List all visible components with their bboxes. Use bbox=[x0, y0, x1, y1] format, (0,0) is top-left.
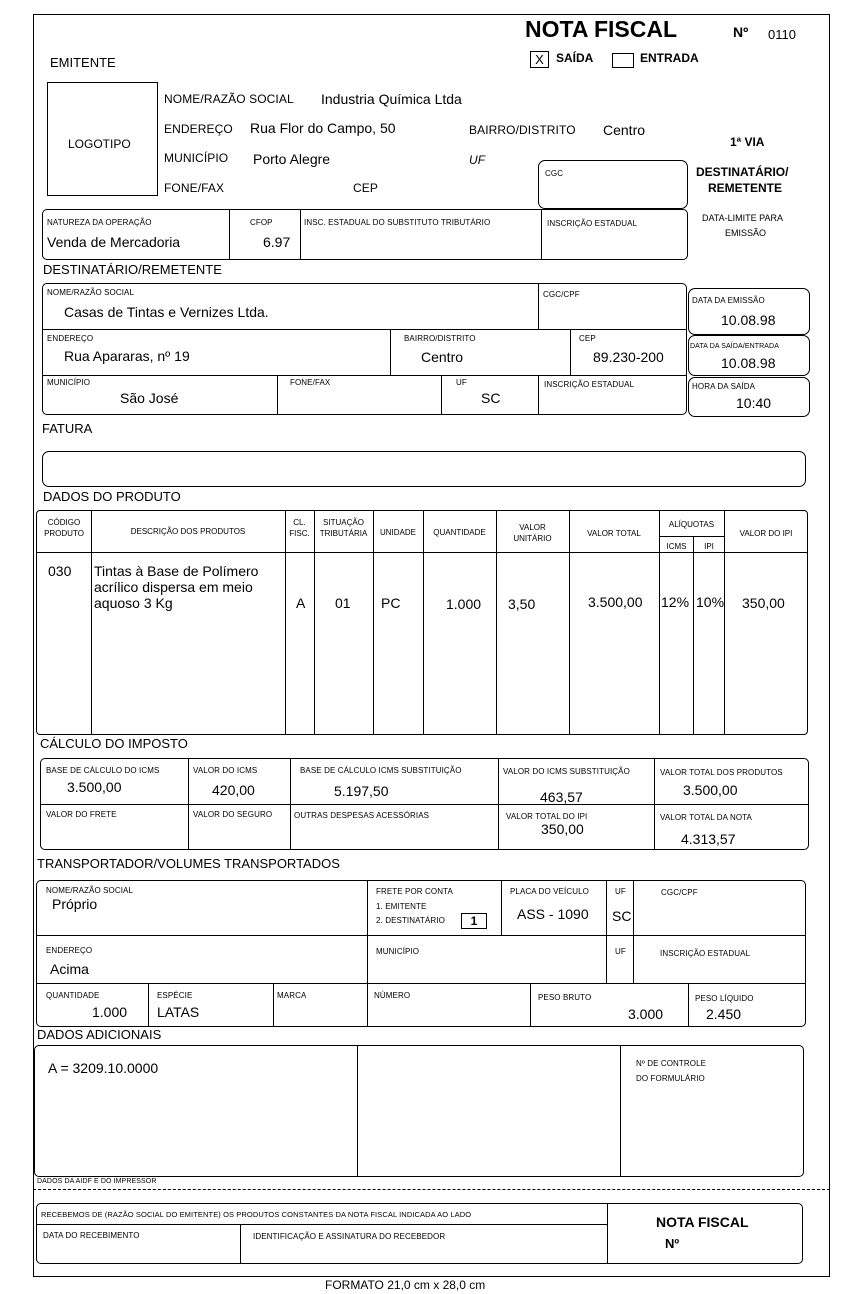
divider bbox=[36, 983, 806, 984]
frete-opt-1: 1. EMITENTE bbox=[376, 902, 427, 911]
divider bbox=[654, 758, 655, 850]
natureza-value: Venda de Mercadoria bbox=[47, 234, 181, 250]
emitente-bairro: Centro bbox=[603, 122, 646, 138]
cfop-value: 6.97 bbox=[263, 234, 291, 250]
imposto-section-label: CÁLCULO DO IMPOSTO bbox=[40, 736, 188, 751]
natureza-label: NATUREZA DA OPERAÇÃO bbox=[47, 218, 152, 227]
form-title: NOTA FISCAL bbox=[525, 16, 678, 42]
row-valor-ipi: 350,00 bbox=[742, 595, 785, 611]
emitente-endereco: Rua Flor do Campo, 50 bbox=[250, 120, 396, 136]
divider bbox=[91, 510, 92, 735]
divider bbox=[496, 510, 497, 735]
frete-opt-2: 2. DESTINATÁRIO bbox=[376, 916, 445, 925]
divider bbox=[42, 375, 687, 376]
fatura-box[interactable] bbox=[42, 451, 806, 487]
emitente-cgc-box[interactable] bbox=[538, 160, 688, 209]
divider bbox=[36, 1224, 607, 1225]
transp-nome: Próprio bbox=[52, 896, 98, 912]
divider bbox=[277, 375, 278, 415]
transp-nome-label: NOME/RAZÃO SOCIAL bbox=[46, 886, 134, 895]
col-valor-unitario: VALOR UNITÁRIO bbox=[513, 523, 552, 543]
divider bbox=[688, 983, 689, 1027]
col-valor-total: VALOR TOTAL bbox=[587, 529, 641, 538]
saida-checkbox[interactable]: X bbox=[530, 51, 549, 68]
divider bbox=[538, 375, 539, 415]
base-icms-label: BASE DE CÁLCULO DO ICMS bbox=[46, 766, 160, 775]
peso-liquido-label: PESO LÍQUIDO bbox=[695, 994, 754, 1003]
col-quantidade: QUANTIDADE bbox=[433, 528, 486, 537]
divider bbox=[530, 983, 531, 1027]
divider bbox=[693, 536, 694, 735]
divider bbox=[36, 935, 806, 936]
transp-uf-label: UF bbox=[615, 887, 626, 896]
valor-icms: 420,00 bbox=[212, 782, 255, 798]
col-situacao: SITUAÇÃO TRIBUTÁRIA bbox=[319, 518, 368, 538]
row-unidade: PC bbox=[381, 595, 401, 611]
col-aliquotas: ALÍQUOTAS bbox=[668, 520, 715, 529]
frete-value-box[interactable]: 1 bbox=[461, 913, 487, 929]
total-produtos-label: VALOR TOTAL DOS PRODUTOS bbox=[660, 768, 783, 777]
base-sub-label: BASE DE CÁLCULO ICMS SUBSTITUIÇÃO bbox=[300, 766, 462, 775]
produtos-section-label: DADOS DO PRODUTO bbox=[43, 489, 181, 504]
numero-label: NÚMERO bbox=[374, 991, 411, 1000]
col-icms: ICMS bbox=[666, 542, 687, 551]
total-produtos: 3.500,00 bbox=[683, 782, 738, 798]
data-saida-label: DATA DA SAÍDA/ENTRADA bbox=[690, 343, 779, 350]
emitente-section-label: EMITENTE bbox=[50, 55, 116, 70]
divider bbox=[373, 510, 374, 735]
adicionais-texto: A = 3209.10.0000 bbox=[48, 1060, 159, 1076]
quantidade: 1.000 bbox=[92, 1004, 128, 1020]
divider bbox=[390, 329, 391, 375]
dest-nome: Casas de Tintas e Vernizes Ltda. bbox=[64, 304, 269, 320]
placa: ASS - 1090 bbox=[517, 906, 589, 922]
divider bbox=[285, 510, 286, 735]
peso-bruto-label: PESO BRUTO bbox=[538, 993, 592, 1002]
divider bbox=[498, 758, 499, 850]
emitente-nome: Industria Química Ltda bbox=[321, 91, 462, 107]
total-nota: 4.313,57 bbox=[681, 831, 736, 847]
controle-1: Nº DE CONTROLE bbox=[636, 1059, 707, 1068]
impressor-label: DADOS DA AIDF E DO IMPRESSOR bbox=[37, 1178, 157, 1185]
row-codigo: 030 bbox=[48, 563, 72, 579]
data-emissao-label: DATA DA EMISSÃO bbox=[692, 296, 765, 305]
data-recebimento-label: DATA DO RECEBIMENTO bbox=[43, 1231, 140, 1240]
cfop-label: CFOP bbox=[250, 218, 273, 227]
dest-nome-label: NOME/RAZÃO SOCIAL bbox=[47, 288, 135, 297]
emitente-bairro-label: BAIRRO/DISTRITO bbox=[469, 123, 576, 137]
emitente-municipio-label: MUNICÍPIO bbox=[164, 151, 229, 165]
emitente-nome-label: NOME/RAZÃO SOCIAL bbox=[164, 92, 294, 106]
divider bbox=[423, 510, 424, 735]
divider bbox=[148, 983, 149, 1027]
divider bbox=[188, 758, 189, 850]
emitente-fone-label: FONE/FAX bbox=[164, 181, 225, 195]
destinatario-remetente-1: DESTINATÁRIO/ bbox=[696, 165, 789, 179]
divider bbox=[620, 1045, 621, 1177]
divider bbox=[314, 510, 315, 735]
col-valor-ipi: VALOR DO IPI bbox=[739, 529, 793, 538]
peso-liquido: 2.450 bbox=[706, 1006, 742, 1022]
data-limite-2: EMISSÃO bbox=[725, 228, 767, 238]
total-nota-label: VALOR TOTAL DA NOTA bbox=[660, 813, 752, 822]
form-number: 0110 bbox=[768, 27, 796, 42]
adicionais-section-label: DADOS ADICIONAIS bbox=[37, 1027, 162, 1042]
valor-icms-label: VALOR DO ICMS bbox=[193, 766, 258, 775]
fatura-section-label: FATURA bbox=[42, 421, 93, 436]
dest-uf: SC bbox=[481, 390, 501, 406]
outras-label: OUTRAS DESPESAS ACESSÓRIAS bbox=[294, 811, 430, 820]
divider bbox=[538, 283, 539, 329]
frete-label: VALOR DO FRETE bbox=[46, 810, 117, 819]
transp-uf2-label: UF bbox=[615, 947, 626, 956]
transp-endereco: Acima bbox=[50, 961, 89, 977]
col-unidade: UNIDADE bbox=[379, 528, 416, 537]
dest-fone-label: FONE/FAX bbox=[290, 378, 331, 387]
divider bbox=[40, 804, 809, 805]
row-valor-unitario: 3,50 bbox=[508, 596, 536, 612]
controle-2: DO FORMULÁRIO bbox=[636, 1074, 705, 1083]
divider bbox=[659, 536, 724, 537]
emitente-cep-label: CEP bbox=[353, 181, 378, 195]
row-icms: 12% bbox=[661, 594, 690, 610]
row-quantidade: 1.000 bbox=[446, 596, 482, 612]
transp-insc-label: INSCRIÇÃO ESTADUAL bbox=[660, 949, 751, 958]
divider bbox=[633, 880, 634, 983]
insc-substituto-label: INSC. ESTADUAL DO SUBSTITUTO TRIBUTÁRIO bbox=[304, 218, 491, 227]
emitente-endereco-label: ENDEREÇO bbox=[164, 122, 233, 136]
data-limite-1: DATA-LIMITE PARA bbox=[702, 213, 784, 223]
divider bbox=[501, 880, 502, 935]
dest-insc-label: INSCRIÇÃO ESTADUAL bbox=[544, 380, 635, 389]
divider bbox=[607, 1203, 608, 1264]
transp-endereco-label: ENDEREÇO bbox=[46, 946, 93, 955]
divider bbox=[367, 983, 368, 1027]
marca-label: MARCA bbox=[277, 991, 307, 1000]
divider bbox=[42, 329, 687, 330]
dest-cgc-label: CGC/CPF bbox=[543, 290, 580, 299]
divider bbox=[290, 758, 291, 850]
row-cl-fisc: A bbox=[296, 595, 306, 611]
hora-saida: 10:40 bbox=[736, 395, 772, 411]
divider bbox=[273, 983, 274, 1027]
data-emissao: 10.08.98 bbox=[721, 312, 776, 328]
saida-label: SAÍDA bbox=[556, 51, 594, 65]
dest-cep: 89.230-200 bbox=[593, 349, 664, 365]
dest-municipio: São José bbox=[120, 390, 179, 406]
dest-uf-label: UF bbox=[456, 378, 467, 387]
transportador-section-label: TRANSPORTADOR/VOLUMES TRANSPORTADOS bbox=[37, 856, 340, 871]
emitente-cgc-label: CGC bbox=[545, 169, 564, 178]
row-situacao: 01 bbox=[335, 595, 351, 611]
transp-municipio-label: MUNICÍPIO bbox=[376, 947, 420, 956]
divider bbox=[541, 209, 542, 260]
data-saida: 10.08.98 bbox=[721, 355, 776, 371]
formato-label: FORMATO 21,0 cm x 28,0 cm bbox=[325, 1278, 486, 1292]
divider bbox=[240, 1224, 241, 1264]
divider bbox=[606, 880, 607, 983]
col-codigo: CÓDIGO PRODUTO bbox=[44, 518, 84, 538]
seguro-label: VALOR DO SEGURO bbox=[193, 810, 273, 819]
base-icms: 3.500,00 bbox=[67, 779, 122, 795]
destinatario-section-label: DESTINATÁRIO/REMETENTE bbox=[43, 262, 222, 277]
frete-conta-label: FRETE POR CONTA bbox=[376, 887, 453, 896]
placa-label: PLACA DO VEÍCULO bbox=[510, 887, 589, 896]
valor-sub: 463,57 bbox=[540, 789, 583, 805]
dest-bairro-label: BAIRRO/DISTRITO bbox=[404, 334, 476, 343]
transp-uf: SC bbox=[612, 908, 632, 924]
via-label: 1ª VIA bbox=[730, 135, 765, 149]
divider bbox=[229, 209, 230, 260]
divider bbox=[569, 510, 570, 735]
row-ipi: 10% bbox=[696, 594, 725, 610]
recebemos-label: RECEBEMOS DE (RAZÃO SOCIAL DO EMITENTE) OS PRODUTOS CONSTANTES DA NOTA FISCAL INDICADA AO LADO bbox=[41, 1210, 472, 1219]
divider bbox=[724, 510, 725, 735]
dest-bairro: Centro bbox=[421, 349, 464, 365]
entrada-label: ENTRADA bbox=[640, 51, 699, 65]
base-sub: 5.197,50 bbox=[334, 783, 389, 799]
divider bbox=[367, 880, 368, 983]
form-number-label: Nº bbox=[733, 24, 749, 40]
col-cl-fisc: CL. FISC. bbox=[289, 518, 310, 538]
canhoto-nota-fiscal: NOTA FISCAL bbox=[656, 1214, 749, 1230]
identificacao-label: IDENTIFICAÇÃO E ASSINATURA DO RECEBEDOR bbox=[253, 1232, 446, 1241]
destinatario-remetente-2: REMETENTE bbox=[708, 181, 783, 195]
total-ipi: 350,00 bbox=[541, 821, 584, 837]
emitente-uf-label: UF bbox=[469, 153, 486, 167]
total-ipi-label: VALOR TOTAL DO IPI bbox=[506, 812, 588, 821]
divider bbox=[570, 329, 571, 375]
transp-cgc-label: CGC/CPF bbox=[661, 888, 698, 897]
dest-endereco: Rua Apararas, nº 19 bbox=[64, 348, 190, 364]
dest-cep-label: CEP bbox=[579, 334, 596, 343]
insc-estadual-label: INSCRIÇÃO ESTADUAL bbox=[547, 219, 638, 228]
especie: LATAS bbox=[157, 1004, 200, 1020]
canhoto-numero-label: Nº bbox=[665, 1236, 680, 1251]
valor-sub-label: VALOR DO ICMS SUBSTITUIÇÃO bbox=[503, 767, 630, 776]
divider bbox=[300, 209, 301, 260]
row-descricao: Tintas à Base de Polímero acrílico dispersa em meio aquoso 3 Kg bbox=[94, 563, 259, 611]
peso-bruto: 3.000 bbox=[628, 1006, 664, 1022]
hora-saida-label: HORA DA SAÍDA bbox=[692, 382, 756, 391]
dest-endereco-label: ENDEREÇO bbox=[47, 334, 94, 343]
especie-label: ESPÉCIE bbox=[157, 991, 193, 1000]
dest-municipio-label: MUNICÍPIO bbox=[47, 378, 91, 387]
logo-label: LOGOTIPO bbox=[68, 137, 131, 151]
col-ipi: IPI bbox=[704, 542, 714, 551]
entrada-checkbox[interactable] bbox=[612, 53, 634, 68]
emitente-municipio: Porto Alegre bbox=[253, 151, 331, 167]
divider bbox=[357, 1045, 358, 1177]
cut-line bbox=[33, 1189, 830, 1190]
divider bbox=[441, 375, 442, 415]
col-descricao: DESCRIÇÃO DOS PRODUTOS bbox=[130, 527, 246, 536]
quantidade-label: QUANTIDADE bbox=[46, 991, 100, 1000]
row-valor-total: 3.500,00 bbox=[588, 594, 643, 610]
